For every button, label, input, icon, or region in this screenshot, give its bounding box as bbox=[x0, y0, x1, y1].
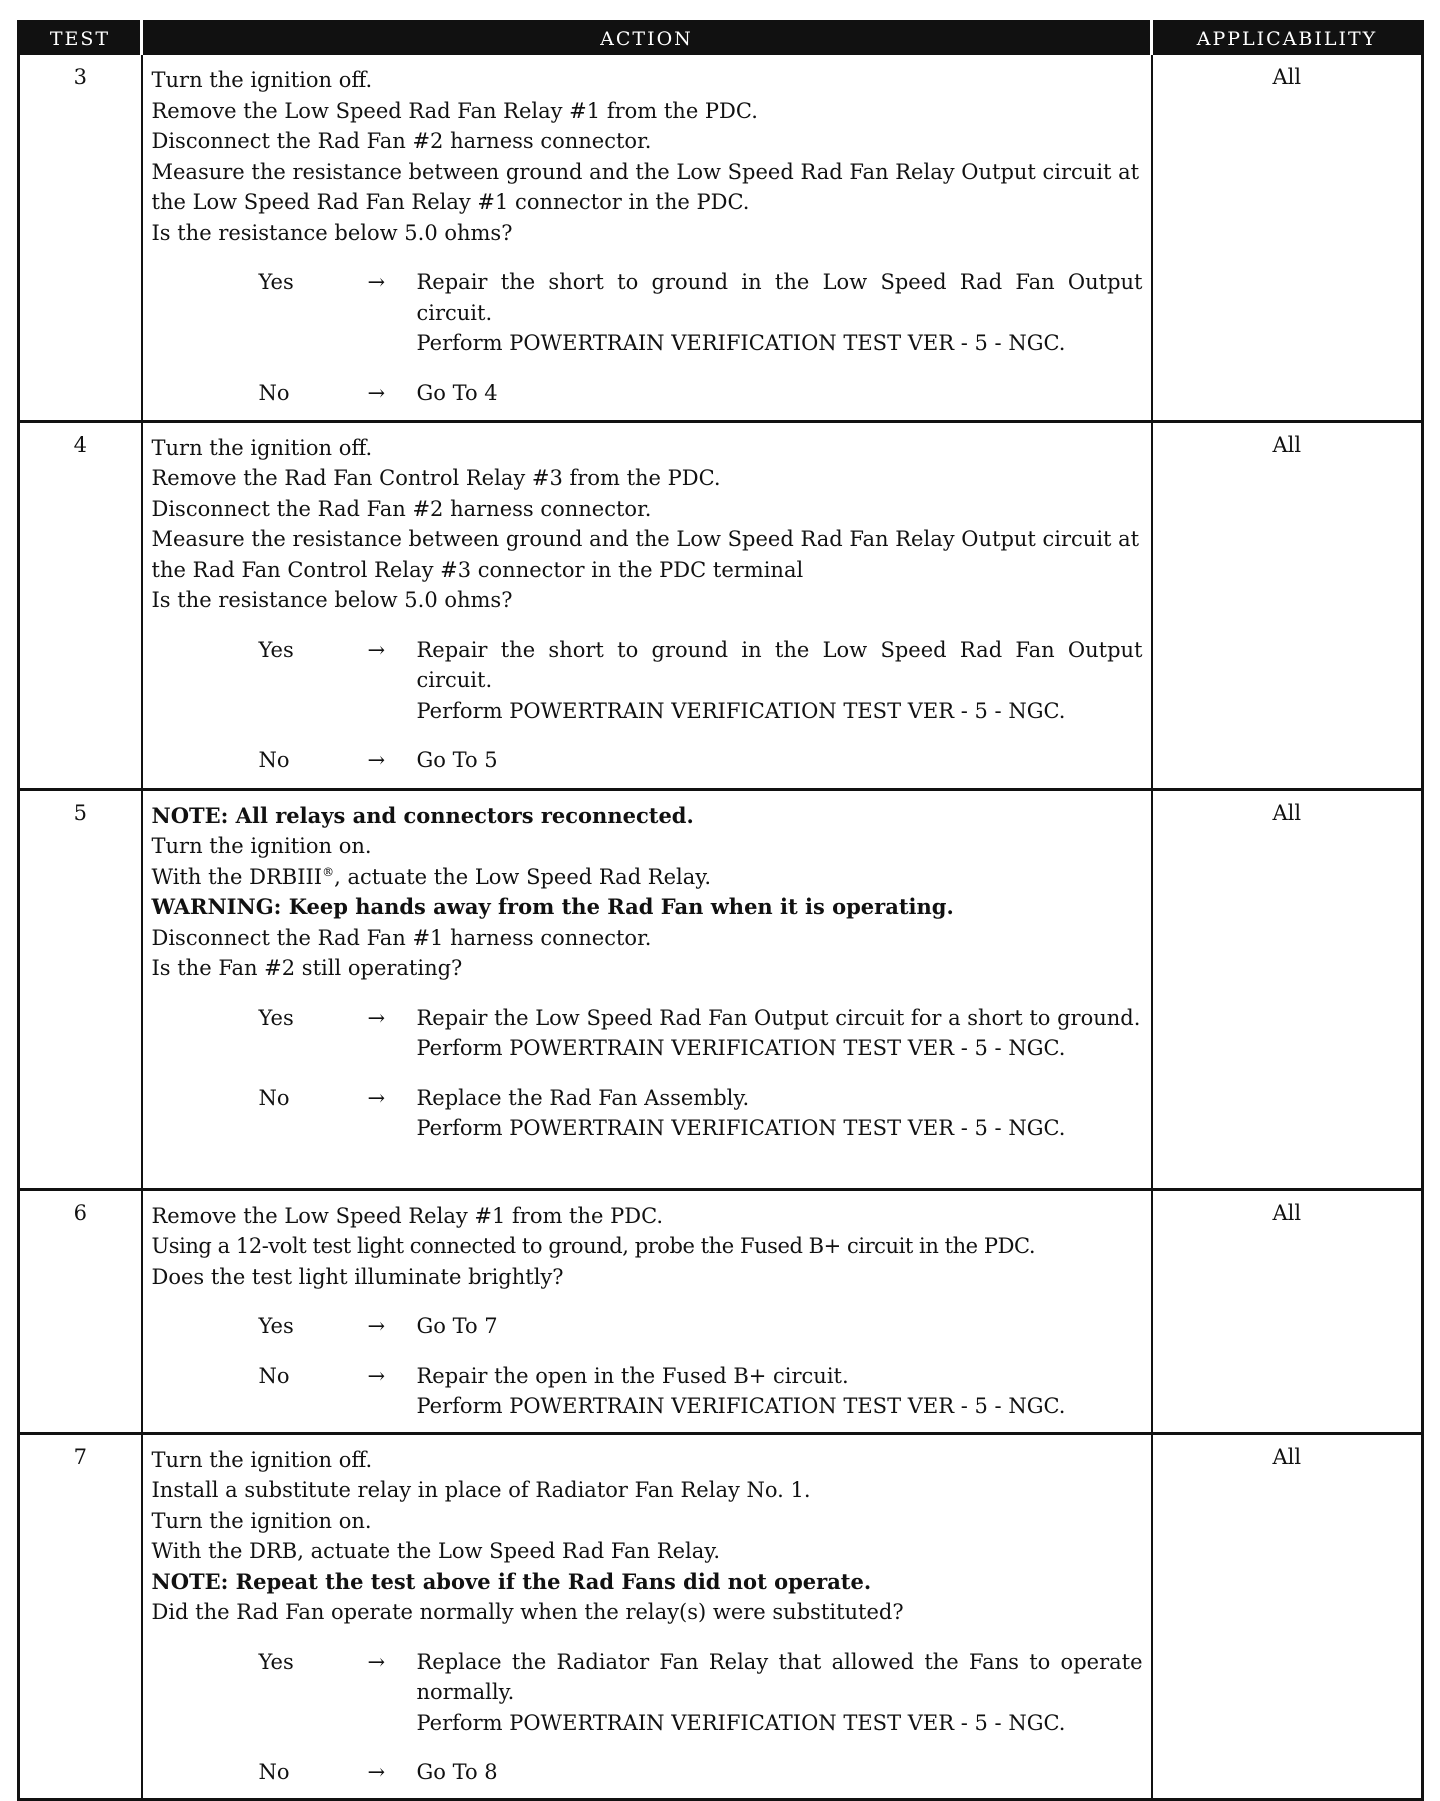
yes-result: Repair the Low Speed Rad Fan Output circuit for a short to ground. bbox=[416, 1005, 1141, 1030]
action-question: Is the resistance below 5.0 ohms? bbox=[151, 588, 513, 612]
verification-instruction: Perform POWERTRAIN VERIFICATION TEST VER - 5 - NGC. bbox=[416, 1036, 1066, 1060]
no-result: Go To 5 bbox=[416, 748, 498, 772]
no-outcome bbox=[152, 378, 1143, 409]
action-question: Did the Rad Fan operate normally when the relay(s) were substituted? bbox=[151, 1600, 904, 1624]
right-arrow-icon: → bbox=[367, 380, 386, 405]
no-result: Go To 4 bbox=[416, 380, 498, 405]
right-arrow-icon: → bbox=[367, 1314, 386, 1338]
action-step: With the DRBIII®, actuate the Low Speed Rad Relay. bbox=[151, 864, 712, 889]
note-text: NOTE: Repeat the test above if the Rad Fans did not operate. bbox=[151, 1568, 872, 1594]
no-outcome bbox=[152, 1361, 1143, 1422]
table-row bbox=[19, 55, 1423, 421]
verification-instruction: Perform POWERTRAIN VERIFICATION TEST VER - 5 - NGC. bbox=[416, 698, 1066, 723]
action-step: Turn the ignition off. bbox=[151, 1447, 373, 1472]
right-arrow-icon: → bbox=[367, 748, 386, 772]
registered-mark: ® bbox=[322, 864, 335, 879]
verification-instruction: Perform POWERTRAIN VERIFICATION TEST VER - 5 - NGC. bbox=[416, 1710, 1066, 1735]
action-step: Remove the Low Speed Relay #1 from the PDC. bbox=[151, 1203, 664, 1228]
action-step: Disconnect the Rad Fan #1 harness connector. bbox=[151, 925, 652, 950]
action-step: Turn the ignition off. bbox=[151, 435, 373, 460]
test-number: 7 bbox=[19, 1433, 142, 1799]
no-label: No bbox=[258, 380, 290, 405]
no-label: No bbox=[258, 1363, 290, 1388]
action-step: Remove the Low Speed Rad Fan Relay #1 from the PDC. bbox=[151, 98, 758, 123]
yes-result: Repair the short to ground in the Low Speed Rad Fan Output circuit. bbox=[416, 270, 1143, 325]
action-step: Measure the resistance between ground and the Low Speed Rad Fan Relay Output circuit at the Low Speed Rad Fan Relay #1 connector in the PDC. bbox=[151, 159, 1140, 214]
action-question: Does the test light illuminate brightly? bbox=[151, 1264, 564, 1289]
right-arrow-icon: → bbox=[367, 1363, 386, 1388]
yes-label: Yes bbox=[258, 1314, 294, 1338]
warning-text: WARNING: Keep hands away from the Rad Fan when it is operating. bbox=[151, 894, 954, 919]
yes-outcome bbox=[152, 1003, 1143, 1064]
no-result: Replace the Rad Fan Assembly. bbox=[416, 1085, 750, 1110]
header-action: ACTION bbox=[142, 22, 1152, 56]
yes-label: Yes bbox=[258, 270, 294, 294]
yes-outcome bbox=[152, 635, 1143, 727]
right-arrow-icon: → bbox=[367, 1085, 386, 1110]
header-applicability: APPLICABILITY bbox=[1152, 22, 1423, 56]
applicability-cell: All bbox=[1152, 1189, 1423, 1433]
no-label: No bbox=[258, 1760, 290, 1784]
applicability-cell: All bbox=[1152, 1433, 1423, 1799]
no-outcome bbox=[152, 1083, 1143, 1144]
yes-result: Go To 7 bbox=[416, 1314, 498, 1338]
header-test: TEST bbox=[19, 22, 142, 56]
table-row bbox=[19, 1433, 1423, 1799]
action-step: With the DRB, actuate the Low Speed Rad Fan Relay. bbox=[151, 1539, 721, 1563]
table-row bbox=[19, 789, 1423, 1189]
right-arrow-icon: → bbox=[367, 270, 386, 294]
action-step: Turn the ignition on. bbox=[151, 834, 372, 858]
action-cell bbox=[142, 1433, 1152, 1799]
applicability-cell: All bbox=[1152, 55, 1423, 421]
no-outcome bbox=[152, 1757, 1143, 1788]
no-label: No bbox=[258, 748, 290, 772]
no-outcome bbox=[152, 745, 1143, 776]
yes-outcome bbox=[152, 1647, 1143, 1739]
applicability-cell: All bbox=[1152, 421, 1423, 789]
test-number: 4 bbox=[19, 421, 142, 789]
yes-label: Yes bbox=[258, 637, 294, 662]
action-question: Is the Fan #2 still operating? bbox=[151, 956, 463, 980]
yes-outcome bbox=[152, 1311, 1143, 1342]
action-cell bbox=[142, 1189, 1152, 1433]
yes-outcome bbox=[152, 267, 1143, 359]
action-step: Turn the ignition off. bbox=[151, 68, 373, 92]
right-arrow-icon: → bbox=[367, 1005, 386, 1030]
right-arrow-icon: → bbox=[367, 1649, 386, 1674]
table-header-row bbox=[19, 22, 1423, 56]
no-result: Go To 8 bbox=[416, 1760, 498, 1784]
no-label: No bbox=[258, 1085, 290, 1110]
test-number: 5 bbox=[19, 789, 142, 1189]
right-arrow-icon: → bbox=[367, 637, 386, 662]
action-step: Install a substitute relay in place of Radiator Fan Relay No. 1. bbox=[151, 1478, 811, 1502]
diagnostic-procedure-table bbox=[17, 20, 1424, 1801]
action-cell bbox=[142, 789, 1152, 1189]
test-number: 3 bbox=[73, 65, 87, 89]
action-question: Is the resistance below 5.0 ohms? bbox=[151, 220, 513, 245]
yes-label: Yes bbox=[258, 1649, 294, 1674]
verification-instruction: Perform POWERTRAIN VERIFICATION TEST VER - 5 - NGC. bbox=[416, 1116, 1066, 1140]
action-step: Disconnect the Rad Fan #2 harness connector. bbox=[151, 496, 652, 521]
action-step: Turn the ignition on. bbox=[151, 1508, 372, 1533]
action-step: Measure the resistance between ground and the Low Speed Rad Fan Relay Output circuit at the Rad Fan Control Relay #3 connector in the PDC terminal bbox=[151, 527, 1140, 582]
yes-result: Repair the short to ground in the Low Speed Rad Fan Output circuit. bbox=[416, 637, 1143, 692]
action-cell bbox=[142, 55, 1152, 421]
yes-label: Yes bbox=[258, 1005, 294, 1030]
applicability-cell: All bbox=[1152, 789, 1423, 1189]
no-result: Repair the open in the Fused B+ circuit. bbox=[416, 1363, 849, 1388]
action-step: Using a 12-volt test light connected to ground, probe the Fused B+ circuit in the PDC. bbox=[151, 1234, 1036, 1258]
yes-result: Replace the Radiator Fan Relay that allowed the Fans to operate normally. bbox=[416, 1649, 1143, 1704]
table-row bbox=[19, 1189, 1423, 1433]
verification-instruction: Perform POWERTRAIN VERIFICATION TEST VER - 5 - NGC. bbox=[416, 1394, 1066, 1418]
action-step: Remove the Rad Fan Control Relay #3 from the PDC. bbox=[151, 466, 721, 490]
right-arrow-icon: → bbox=[367, 1760, 386, 1784]
table-row bbox=[19, 421, 1423, 789]
note-text: NOTE: All relays and connectors reconnected. bbox=[151, 802, 694, 828]
test-number: 6 bbox=[19, 1189, 142, 1433]
action-step: Disconnect the Rad Fan #2 harness connector. bbox=[151, 129, 652, 153]
procedure-page bbox=[17, 20, 1421, 1784]
action-cell bbox=[142, 421, 1152, 789]
verification-instruction: Perform POWERTRAIN VERIFICATION TEST VER - 5 - NGC. bbox=[416, 331, 1066, 355]
